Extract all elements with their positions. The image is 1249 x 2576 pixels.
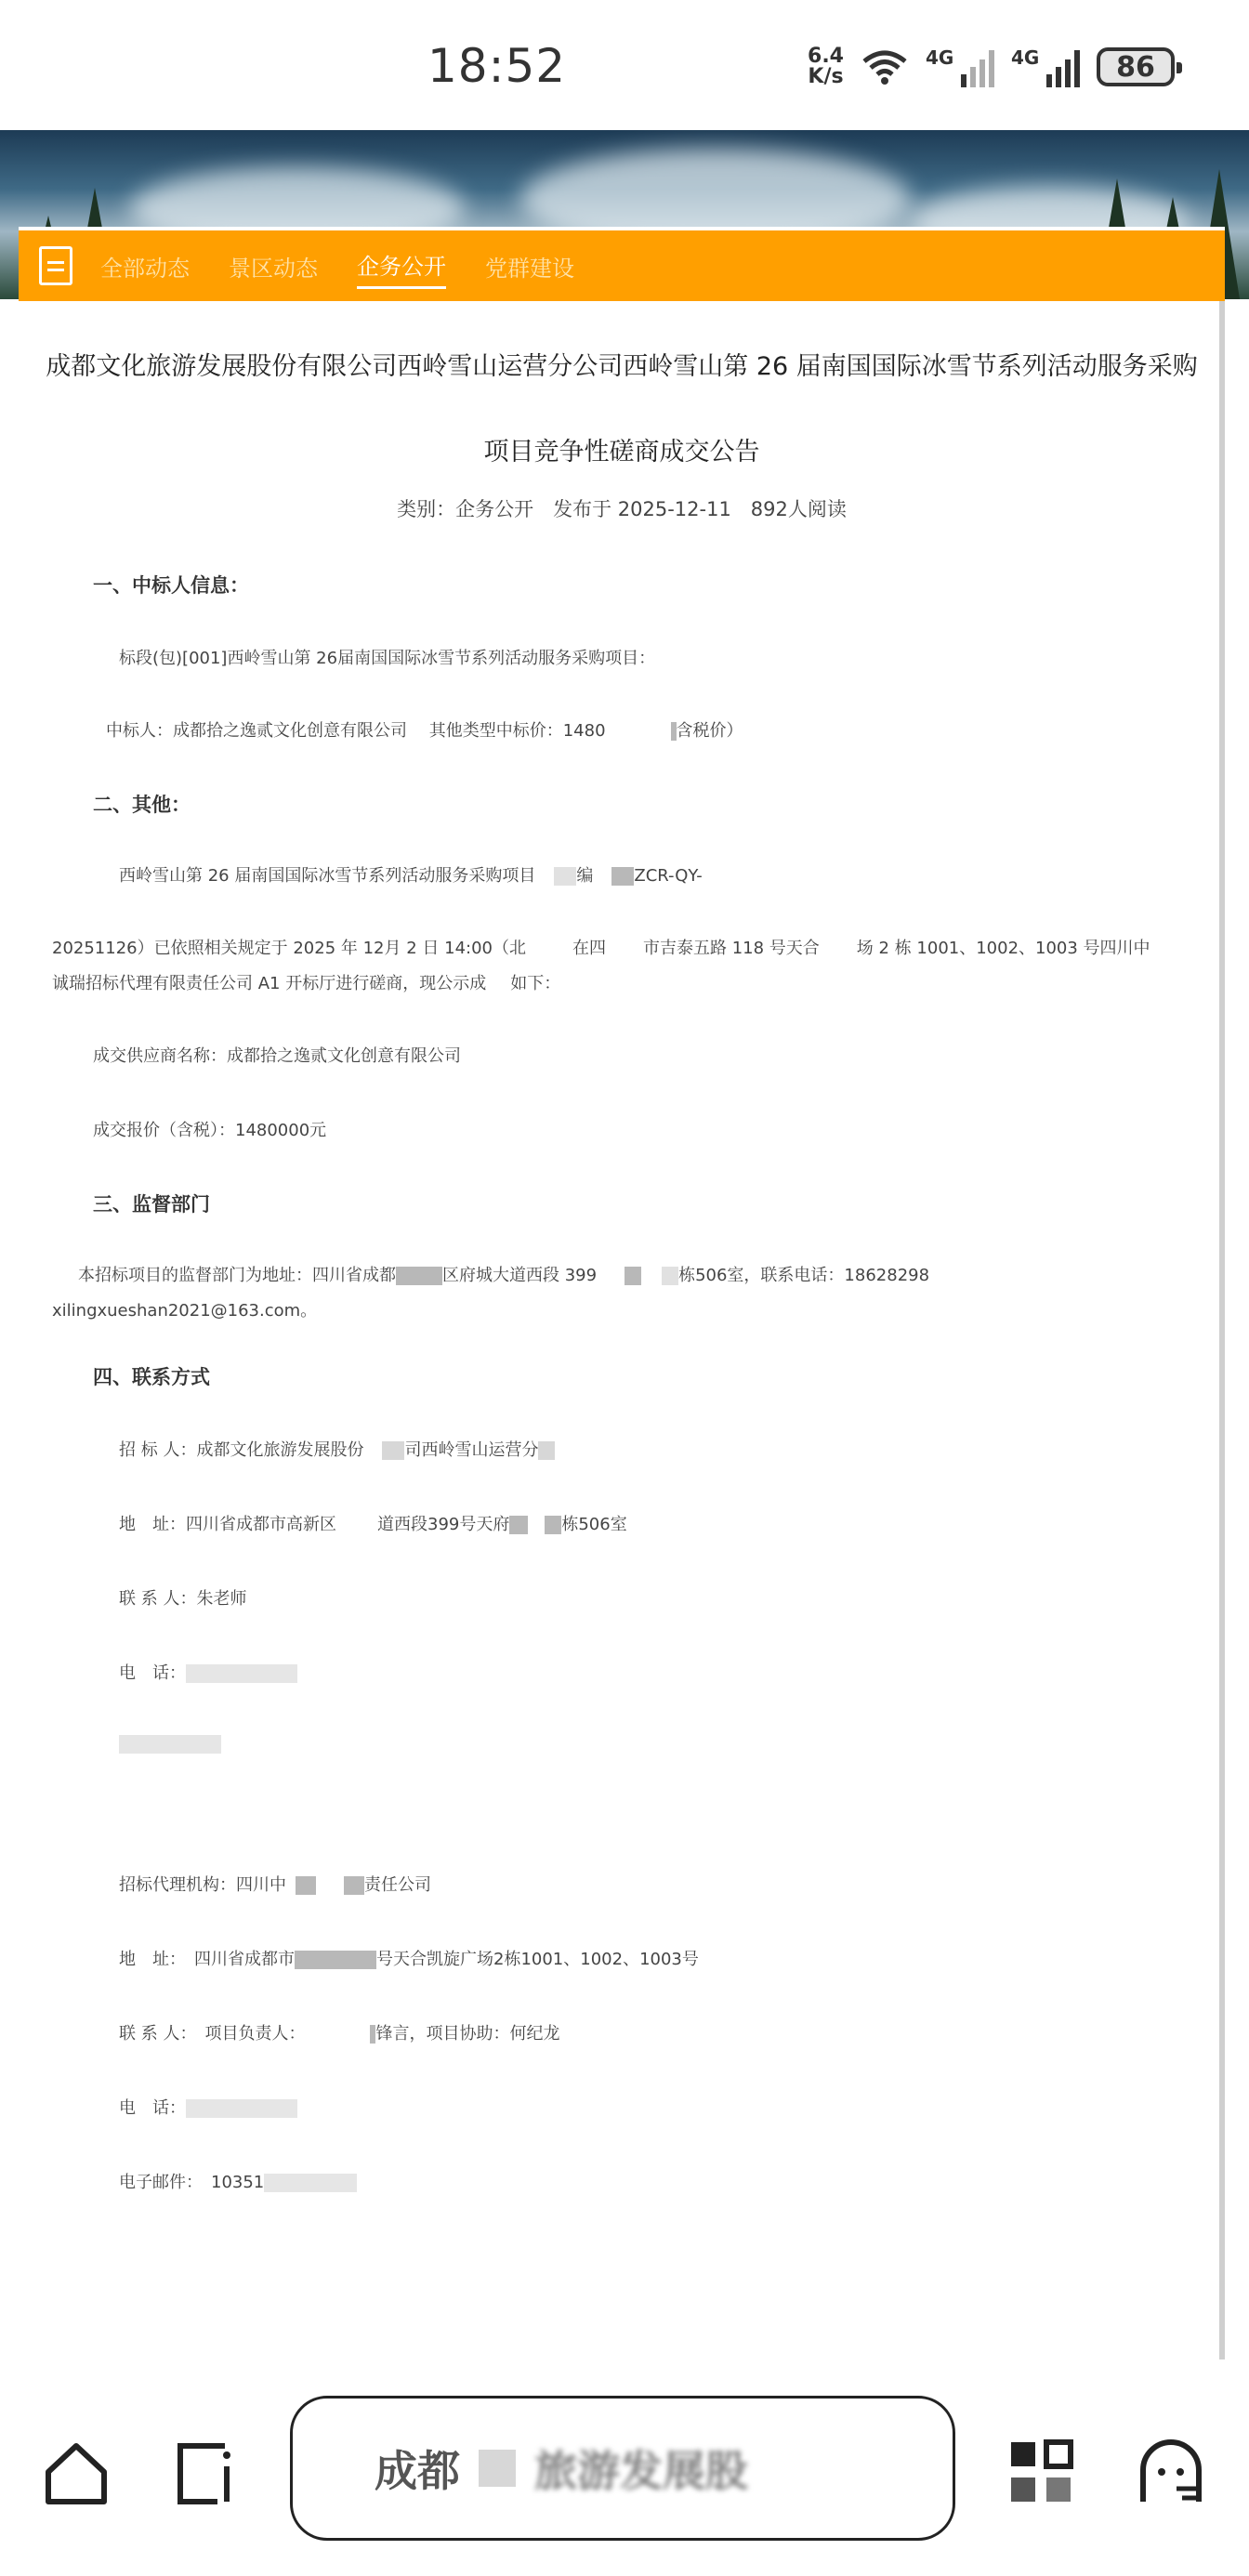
category-nav <box>19 227 1225 301</box>
address-bar[interactable] <box>290 2396 955 2541</box>
tenderer-email-redacted <box>119 1734 221 1754</box>
cellular-signal-2-icon <box>1011 46 1080 87</box>
document-icon <box>39 246 72 285</box>
cellular-signal-1-icon <box>926 46 994 87</box>
section-heading-supervision: 三、监督部门 <box>93 1193 210 1216</box>
status-indicators <box>808 46 1175 87</box>
tenderer-phone: 电 话： <box>119 1660 297 1684</box>
network-speed-unit: K/s <box>808 65 844 88</box>
winner-text: 中标人：成都拾之逸贰文化创意有限公司 其他类型中标价：1480 含税价） <box>106 721 743 741</box>
address-bar-text-blurred: 旅游发展股 <box>534 2446 748 2496</box>
supervision-text: 本招标项目的监督部门为地址：四川省成都 区府城大道西段 399 栋506室，联系电话：18628298 <box>78 1266 930 1285</box>
other-schedule-text-cont: 诚瑞招标代理有限责任公司 A1 开标厅进行磋商，现公示成 如下： <box>52 974 561 993</box>
section-heading-other: 二、其他： <box>93 794 191 816</box>
supervision-email: xilingxueshan2021@163.com。 <box>52 1301 318 1321</box>
status-bar <box>0 0 1249 130</box>
tenderer-contact-person: 联 系 人：朱老师 <box>119 1589 247 1609</box>
qr-scan-icon[interactable] <box>1004 2435 1078 2509</box>
battery-icon: 86 <box>1097 47 1175 86</box>
wifi-icon <box>861 48 909 85</box>
network-speed <box>808 46 844 87</box>
winner-lot-text: 标段(包)[001]西岭雪山第 26届南国国际冰雪节系列活动服务采购项目： <box>119 649 656 668</box>
signal-1-label: 4G <box>926 46 954 69</box>
signal-2-label: 4G <box>1011 46 1040 69</box>
agency-text: 招标代理机构：四川中 责任公司 <box>119 1875 431 1895</box>
supplier-name-text: 成交供应商名称：成都拾之逸贰文化创意有限公司 <box>93 1046 461 1066</box>
home-icon[interactable] <box>39 2435 113 2509</box>
agency-phone: 电 话： <box>119 2095 297 2119</box>
tab-corporate-disclosure[interactable]: 企务公开 <box>357 243 446 289</box>
article-meta: 类别：企务公开 发布于 2025-12-11 892人阅读 <box>397 498 847 520</box>
status-time: 18:52 <box>427 39 567 93</box>
article-content <box>19 301 1225 2359</box>
section-heading-contact: 四、联系方式 <box>93 1366 210 1388</box>
deal-price-text: 成交报价（含税）：1480000元 <box>93 1121 327 1140</box>
agency-address: 地 址： 四川省成都市 号天合凯旋广场2栋1001、1002、1003号 <box>119 1950 699 1969</box>
article-title-line-2: 项目竞争性磋商成交公告 <box>483 438 760 467</box>
tab-all-news[interactable]: 全部动态 <box>100 255 190 282</box>
network-speed-value: 6.4 <box>808 45 844 68</box>
article-title-line-1: 成都文化旅游发展股份有限公司西岭雪山运营分公司西岭雪山第 26 届南国国际冰雪节系列活动服务采购 <box>46 352 1198 381</box>
assistant-icon[interactable] <box>1134 2435 1208 2509</box>
tenderer-address: 地 址：四川省成都市高新区 道西段399号天府 栋506室 <box>119 1515 627 1534</box>
tab-scenic-news[interactable]: 景区动态 <box>229 255 318 282</box>
tabs-icon[interactable] <box>169 2435 243 2509</box>
tab-party-building[interactable]: 党群建设 <box>485 255 574 282</box>
tenderer-text: 招 标 人：成都文化旅游发展股份 司西岭雪山运营分 <box>119 1437 555 1461</box>
other-project-text: 西岭雪山第 26 届南国国际冰雪节系列活动服务采购项目 编 ZCR-QY- <box>119 866 703 886</box>
section-heading-winner: 一、中标人信息： <box>93 574 249 597</box>
agency-contact-person: 联 系 人： 项目负责人： 锋言，项目协助：何纪龙 <box>119 2024 560 2044</box>
agency-email: 电子邮件： 10351 <box>119 2169 357 2193</box>
address-bar-text: 成都 <box>375 2446 460 2496</box>
other-schedule-text: 20251126）已依照相关规定于 2025 年 12月 2 日 14:00（北 在四 市吉泰五路 118 号天合 场 2 栋 1001、1002、1003 号四川中 <box>52 939 1150 958</box>
